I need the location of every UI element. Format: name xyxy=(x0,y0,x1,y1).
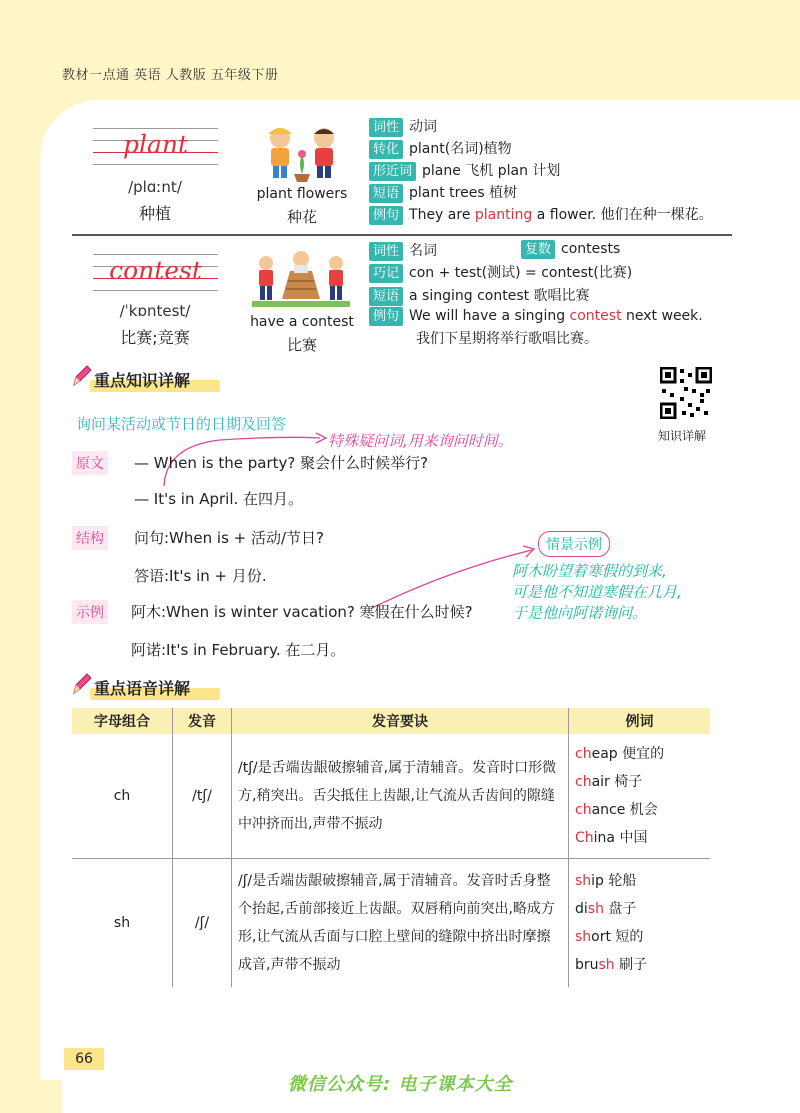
example-word: short 短的 xyxy=(575,929,644,945)
info-row-phrase: 短语 plant trees 植树 xyxy=(369,182,517,203)
tag-label: 短语 xyxy=(369,287,403,306)
tag-label: 复数 xyxy=(521,240,555,259)
tag-label: 词性 xyxy=(369,242,403,261)
example-word: chance 机会 xyxy=(575,802,658,818)
word-writing-lines xyxy=(93,250,223,300)
label-structure: 结构 xyxy=(72,526,108,550)
picture-caption-en: have a contest xyxy=(250,314,354,330)
info-row-similar: 形近词 plane 飞机 plan 计划 xyxy=(369,160,560,181)
table-header-cell: 字母组合 xyxy=(72,708,173,734)
example-line: 阿木:When is winter vacation? 寒假在什么时候? xyxy=(131,603,473,621)
info-row-pos: 词性 动词 xyxy=(369,116,437,137)
kids-contest-illustration xyxy=(252,243,350,309)
scene-tag: 情景示例 xyxy=(538,531,610,557)
tag-label: 巧记 xyxy=(369,264,403,283)
kids-planting-illustration xyxy=(258,122,346,184)
pencil-icon xyxy=(70,363,92,389)
section-title-phonics: 重点语音详解 xyxy=(94,679,191,698)
example-word: chair 椅子 xyxy=(575,774,643,790)
label-example: 示例 xyxy=(72,600,108,624)
word-script: contest xyxy=(109,256,202,285)
example-words xyxy=(569,734,711,859)
word-separator xyxy=(72,234,732,236)
label-original: 原文 xyxy=(72,451,108,475)
word-meaning: 种植 xyxy=(138,204,171,223)
qr-code-icon[interactable] xyxy=(660,367,712,419)
picture-caption-cn: 种花 xyxy=(286,208,317,226)
example-line: 阿诺:It's in February. 在二月。 xyxy=(131,641,346,659)
table-header-row xyxy=(72,708,710,734)
table-row xyxy=(72,734,710,859)
footer-watermark: 微信公众号: 电子课本大全 xyxy=(288,1074,513,1095)
info-row-plural: 复数 contests xyxy=(521,240,620,259)
sound: /tʃ/ xyxy=(173,734,232,859)
example-word: dish 盘子 xyxy=(575,901,637,917)
info-row-example: 例句 They are planting a flower. 他们在种一棵花。 xyxy=(369,204,713,225)
word-script: plant xyxy=(122,130,189,159)
original-line: — When is the party? 聚会什么时候举行? xyxy=(134,454,429,472)
picture-caption-en: plant flowers xyxy=(256,186,348,202)
sound: /ʃ/ xyxy=(173,859,232,988)
pronunciation-tip: /tʃ/是舌端齿龈破擦辅音,属于清辅音。发音时口形微方,稍突出。舌尖抵住上齿龈,让气流从舌齿间的隙缝中冲挤而出,声带不振动 xyxy=(232,734,569,859)
scene-note-line: 阿木盼望着寒假的到来, xyxy=(512,562,667,580)
qr-label: 知识详解 xyxy=(658,429,707,443)
tag-label: 词性 xyxy=(369,118,403,137)
example-words xyxy=(569,859,711,988)
example-word: China 中国 xyxy=(575,830,648,846)
word-meaning: 比赛;竞赛 xyxy=(120,328,190,347)
example-translation: 我们下星期将举行歌唱比赛。 xyxy=(416,331,598,347)
info-row-phrase: 短语 a singing contest 歌唱比赛 xyxy=(369,285,590,306)
annotation-note: 特殊疑问词,用来询问时间。 xyxy=(328,432,513,450)
table-header-cell: 发音 xyxy=(173,708,232,734)
info-row-memo: 巧记 con + test(测试) = contest(比赛) xyxy=(369,262,632,283)
pronunciation-tip: /ʃ/是舌端齿龈破擦辅音,属于清辅音。发音时舌身整个抬起,舌前部接近上齿龈。双唇稍向前突出,略成方形,让气流从舌面与口腔上壁间的缝隙中挤出时摩擦成音,声带不振动 xyxy=(232,859,569,988)
letter-combo: ch xyxy=(72,734,173,859)
info-row-pos: 词性 名词 xyxy=(369,240,437,261)
example-word: cheap 便宜的 xyxy=(575,746,665,762)
structure-line: 问句:When is + 活动/节日? xyxy=(134,529,324,547)
tag-label: 转化 xyxy=(369,140,403,159)
picture-caption-cn: 比赛 xyxy=(286,336,317,354)
example-word: ship 轮船 xyxy=(575,873,637,889)
table-header-cell: 发音要诀 xyxy=(232,708,569,734)
tag-label: 例句 xyxy=(369,307,403,326)
section-title-knowledge: 重点知识详解 xyxy=(94,371,191,390)
tag-label: 短语 xyxy=(369,184,403,203)
scene-note-line: 于是他向阿诺询问。 xyxy=(512,604,648,622)
book-header: 教材一点通 英语 人教版 五年级下册 xyxy=(62,68,279,83)
pencil-icon xyxy=(70,671,92,697)
tag-label: 例句 xyxy=(369,206,403,225)
table-header-cell: 例词 xyxy=(569,708,711,734)
phonetic: /plɑːnt/ xyxy=(128,178,182,196)
structure-line: 答语:It's in + 月份. xyxy=(134,567,267,585)
word-writing-lines xyxy=(93,124,223,174)
scene-note-line: 可是他不知道寒假在几月, xyxy=(512,583,682,601)
info-row-conversion: 转化 plant(名词)植物 xyxy=(369,138,512,159)
table-row xyxy=(72,859,710,988)
original-line: — It's in April. 在四月。 xyxy=(134,490,304,508)
phonetic: /ˈkɒntest/ xyxy=(119,302,191,320)
letter-combo: sh xyxy=(113,915,131,931)
info-row-example: 例句 We will have a singing contest next week. xyxy=(369,307,703,326)
page-number: 66 xyxy=(64,1048,104,1070)
knowledge-heading: 询问某活动或节日的日期及回答 xyxy=(76,415,287,433)
example-word: brush 刷子 xyxy=(575,957,648,973)
phonics-table xyxy=(72,708,710,987)
tag-label: 形近词 xyxy=(369,162,416,181)
